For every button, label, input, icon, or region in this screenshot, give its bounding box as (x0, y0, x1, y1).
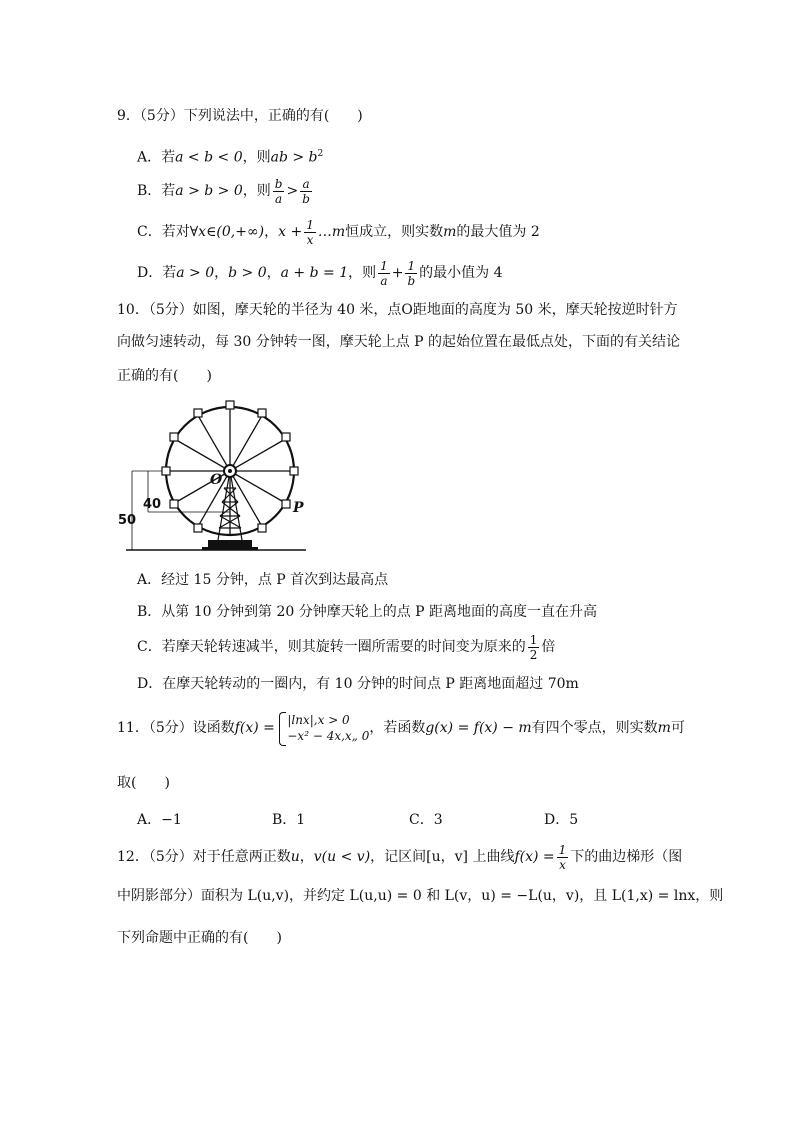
q9-b-sep: ，则 (242, 183, 271, 199)
q9-b-fr-n: a (300, 178, 312, 192)
q12-post: 下的曲边梯形（图 (570, 849, 683, 865)
q9-b-label: B．若 (137, 183, 176, 199)
q10-stem-line2: 向做匀速转动，每 30 分钟转一图，摩天轮上点 P 的起始位置在最低点处，下面的有关结论 (117, 334, 681, 350)
q11-option-d: D．5 (544, 812, 579, 828)
q12-fx: f(x) = (514, 849, 555, 865)
q9-d-plus: + (391, 265, 404, 281)
q10-option-a: A．经过 15 分钟，点 P 首次到达最高点 (137, 572, 389, 588)
q9-c-domain: ∀x∈(0,+∞) (189, 224, 265, 240)
q9-option-d (137, 258, 503, 288)
label-p: P (293, 500, 304, 516)
q9-d-c1: ， (214, 265, 229, 281)
q12-pre: 12．（5分）对于任意两正数 (117, 849, 291, 865)
q11-stem-line2: 取( ) (117, 775, 170, 791)
q10-c-post: 倍 (541, 639, 556, 655)
q9-a-sup: 2 (317, 149, 324, 159)
q9-c-tail1: …m (317, 224, 346, 240)
q10-option-d: D．在摩天轮转动的一圈内，有 10 分钟的时间点 P 距离地面超过 70m (137, 676, 579, 692)
q9-b-fl-n: b (274, 176, 283, 191)
q10-c-frac (528, 634, 540, 661)
q12-u: u (290, 849, 300, 865)
q9-stem: 9．（5分）下列说法中，正确的有( ) (117, 108, 363, 124)
q9-b-fr-d: b (302, 191, 310, 206)
q12-frac (557, 844, 569, 871)
q9-c-label: C．若对 (137, 224, 190, 240)
q9-d-sum: a + b = 1 (280, 265, 349, 281)
q10-stem-line3: 正确的有( ) (117, 368, 212, 384)
q9-d-f2-d: b (407, 273, 416, 288)
q10-stem-line1: 10．（5分）如图，摩天轮的半径为 40 米，点O距地面的高度为 50 米，摩天轮按逆时针方 (117, 302, 678, 318)
q9-d-tail: 的最小值为 4 (419, 265, 503, 281)
q9-d-b0: b > 0 (228, 265, 267, 281)
q12-f-d: x (559, 857, 566, 872)
q9-b-frac-left (273, 178, 285, 205)
q10-option-b: B．从第 10 分钟到第 20 分钟摩天轮上的点 P 距离地面的高度一直在升高 (137, 604, 598, 620)
q12-f-n: 1 (558, 842, 567, 857)
q9-b-cond: a > b > 0 (175, 183, 243, 199)
q9-option-c (137, 217, 540, 247)
q11-piecewise (279, 712, 369, 744)
q11-m: m (657, 720, 671, 736)
q9-a-label: A．若 (137, 149, 176, 166)
q11-post: 有四个零点，则实数 (531, 720, 658, 736)
q12-stem-line2: 中阴影部分）面积为 L(u,v)，并约定 L(u,u) = 0 和 L(v，u) = −L(u，v)，且 L(1,x) = lnx，则 (117, 888, 724, 904)
q11-gx: g(x) = f(x) − m (425, 720, 532, 736)
hub-center-dot (228, 469, 232, 473)
q9-d-c2: ， (266, 265, 281, 281)
q10-option-c (137, 632, 555, 662)
q9-d-frac2 (405, 260, 417, 287)
q9-b-frac-right (300, 178, 312, 205)
q10-c-f-n: 1 (529, 632, 538, 647)
q11-brace (279, 712, 286, 746)
q11-stem-line1 (117, 710, 685, 746)
q11-fx: f(x) = (234, 720, 275, 736)
q10-c-pre: C．若摩天轮转速减半，则其旋转一圈所需要的时间变为原来的 (137, 639, 526, 655)
q11-pre: 11．（5分）设函数 (117, 720, 235, 736)
q9-c-m: m (443, 224, 457, 240)
q9-d-f1-n: 1 (380, 258, 388, 273)
q9-d-sep: ，则 (348, 265, 377, 281)
q12-v: v(u < v) (313, 849, 371, 865)
q9-d-f2-n: 1 (405, 260, 417, 274)
q12-stem-line3: 下列命题中正确的有( ) (117, 930, 282, 946)
tower-foot (202, 547, 258, 550)
q9-c-comma: ， (264, 224, 279, 240)
q11-case2: −x² − 4x,x„ 0 (287, 729, 370, 743)
q9-option-a (137, 144, 323, 168)
q11-option-a: A．−1 (137, 812, 182, 828)
label-40: 40 (143, 497, 162, 512)
q9-c-tail3: 的最大值为 2 (456, 224, 540, 240)
q9-c-f-d: x (306, 232, 314, 247)
q9-c-xplus: x + (278, 224, 303, 240)
q9-b-fl-d: a (275, 191, 283, 206)
q9-a-cond: a < b < 0 (175, 149, 243, 166)
q11-option-c: C．3 (409, 812, 443, 828)
ferris-wheel-figure (118, 398, 314, 560)
q9-a-sep: ，则 (242, 149, 271, 166)
label-o: O (210, 472, 223, 488)
q9-d-label: D．若 (137, 265, 177, 281)
label-50: 50 (118, 513, 137, 528)
q9-c-f-n: 1 (306, 217, 314, 232)
q9-option-b (137, 176, 314, 206)
q9-d-a0: a > 0 (176, 265, 215, 281)
q12-c1: ， (299, 849, 314, 865)
q11-post2: 可 (670, 720, 685, 736)
q9-d-frac1 (378, 260, 390, 287)
q11-option-b: B．1 (272, 812, 306, 828)
q9-d-f1-d: a (380, 273, 388, 288)
q12-mid: ，记区间[u，v] 上曲线 (370, 849, 515, 865)
q10-c-f-d: 2 (529, 647, 538, 662)
q9-c-frac (304, 219, 316, 246)
q9-a-concl: ab > b (270, 149, 318, 166)
q9-b-gt: > (286, 183, 299, 199)
q9-c-tail2: 恒成立，则实数 (345, 224, 444, 240)
q12-stem-line1 (117, 842, 682, 872)
q11-case1: |lnx|,x > 0 (287, 713, 350, 727)
tower-base (208, 540, 252, 547)
q11-mid: ，若函数 (369, 720, 426, 736)
